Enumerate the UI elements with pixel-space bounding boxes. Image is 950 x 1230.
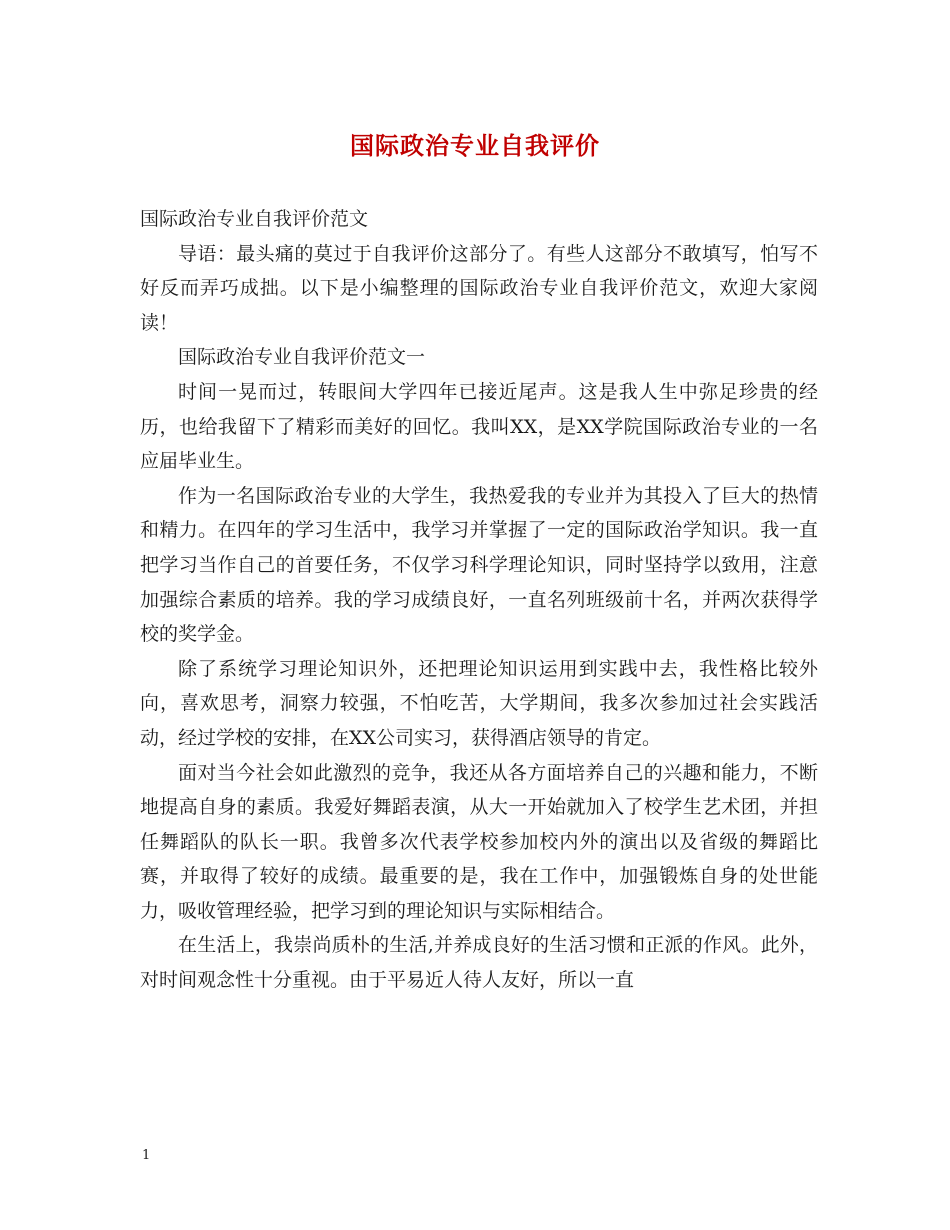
paragraph-body: 在生活上，我崇尚质朴的生活,并养成良好的生活习惯和正派的作风。此外，对时间观念性十分重视。由于平易近人待人友好，所以一直	[140, 934, 818, 992]
document-title: 国际政治专业自我评价	[350, 131, 600, 160]
paragraph-body: 除了系统学习理论知识外，还把理论知识运用到实践中去，我性格比较外向，喜欢思考，洞察力较强，不怕吃苦，大学期间，我多次参加过社会实践活动，经过学校的安排，在XX公司实习，获得酒店领导的肯定。	[140, 657, 818, 749]
paragraph-intro: 导语：最头痛的莫过于自我评价这部分了。有些人这部分不敢填写，怕写不好反而弄巧成拙。以下是小编整理的国际政治专业自我评价范文，欢迎大家阅读！	[140, 242, 818, 334]
paragraph-body: 作为一名国际政治专业的大学生，我热爱我的专业并为其投入了巨大的热情和精力。在四年的学习生活中，我学习并掌握了一定的国际政治学知识。我一直把学习当作自己的首要任务，不仅学习科学理论知识，同时坚持学以致用，注意加强综合素质的培养。我的学习成绩良好，一直名列班级前十名，并两次获得学校的奖学金。	[140, 484, 818, 646]
paragraph-subtitle: 国际政治专业自我评价范文	[140, 208, 369, 230]
paragraph-body: 面对当今社会如此激烈的竞争，我还从各方面培养自己的兴趣和能力，不断地提高自身的素质。我爱好舞蹈表演，从大一开始就加入了校学生艺术团，并担任舞蹈队的队长一职。我曾多次代表学校参加校内外的演出以及省级的舞蹈比赛，并取得了较好的成绩。最重要的是，我在工作中，加强锻炼自身的处世能力，吸收管理经验，把学习到的理论知识与实际相结合。	[140, 761, 818, 922]
paragraph-body: 时间一晃而过，转眼间大学四年已接近尾声。这是我人生中弥足珍贵的经历，也给我留下了精彩而美好的回忆。我叫XX，是XX学院国际政治专业的一名应届毕业生。	[140, 380, 818, 473]
paragraph-section-heading: 国际政治专业自我评价范文一	[178, 346, 426, 369]
page-number: 1	[142, 1148, 151, 1163]
document-body	[140, 202, 818, 998]
